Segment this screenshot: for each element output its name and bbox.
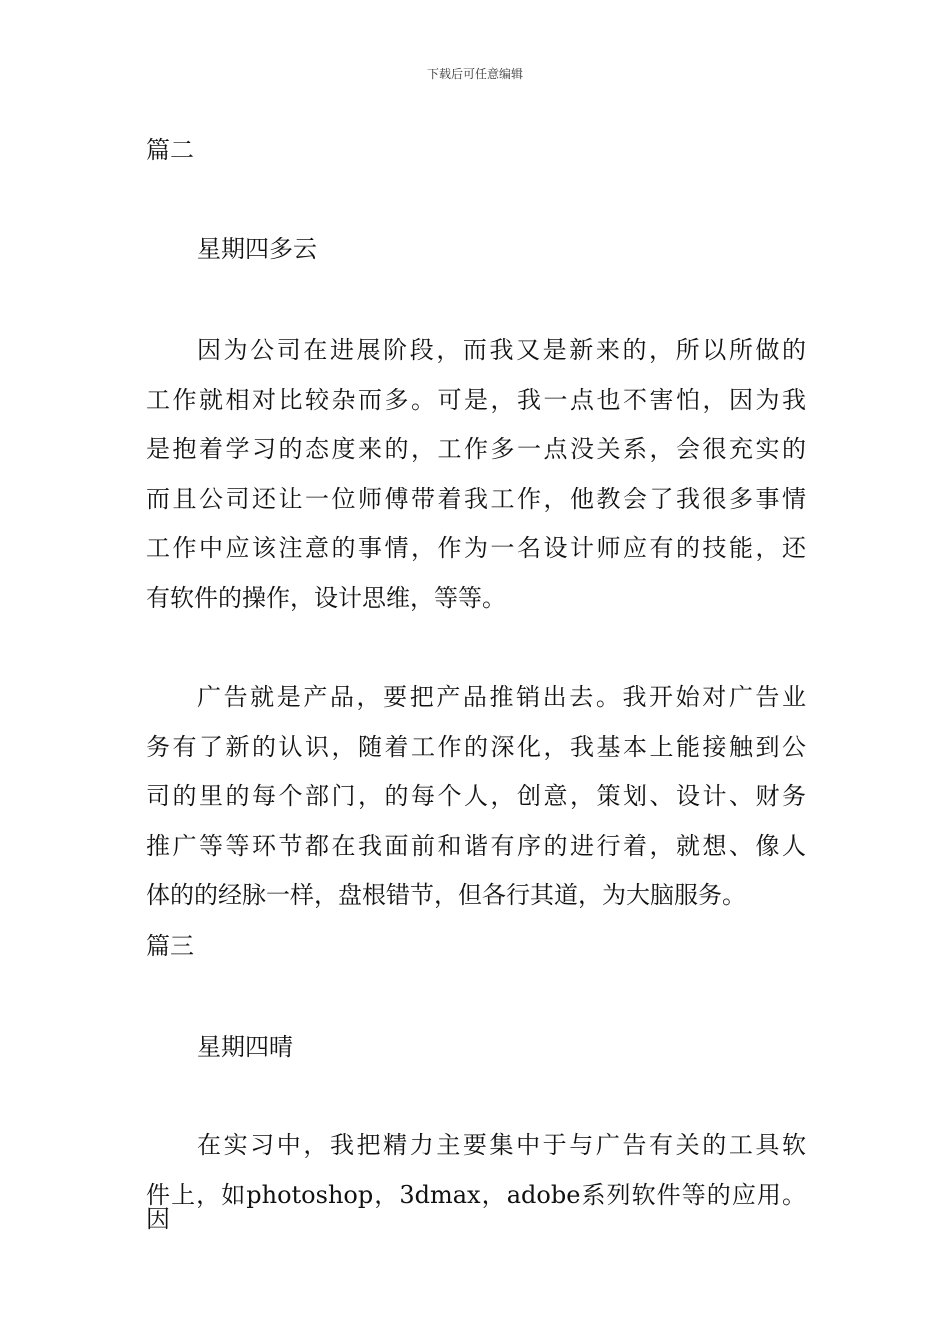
section-3-weather: 星期四晴 xyxy=(197,1033,293,1061)
paragraph-line: 有软件的操作，设计思维，等等。 xyxy=(146,583,506,612)
page-header-note: 下载后可任意编辑 xyxy=(426,67,523,81)
weather-line-3 xyxy=(146,1035,806,1059)
section-3-paragraph-1 xyxy=(146,1131,806,1233)
paragraph-line: 务有了新的认识，随着工作的深化，我基本上能接触到公 xyxy=(146,732,806,761)
paragraph-line: 在实习中，我把精力主要集中于与广告有关的工具软 xyxy=(197,1131,806,1159)
paragraph-line: 工作就相对比较杂而多。可是，我一点也不害怕，因为我 xyxy=(146,385,806,414)
section-2-title: 篇二 xyxy=(146,136,194,164)
paragraph-line: 推广等等环节都在我面前和谐有序的进行着，就想、像人 xyxy=(146,831,806,860)
section-2-paragraph-2 xyxy=(146,683,806,910)
section-3-title: 篇三 xyxy=(146,932,194,960)
section-2-weather: 星期四多云 xyxy=(197,235,317,263)
section-heading-2 xyxy=(146,138,806,162)
paragraph-line: 广告就是产品，要把产品推销出去。我开始对广告业 xyxy=(197,683,806,711)
paragraph-line: 因为公司在进展阶段，而我又是新来的，所以所做的 xyxy=(197,336,806,364)
paragraph-line: 工作中应该注意的事情，作为一名设计师应有的技能，还 xyxy=(146,534,806,563)
paragraph-line: 是抱着学习的态度来的，工作多一点没关系，会很充实的 xyxy=(146,435,806,464)
paragraph-line: 件上，如photoshop，3dmax，adobe系列软件等的应用。因 xyxy=(146,1180,806,1233)
weather-line-2 xyxy=(146,237,806,261)
section-2-paragraph-1 xyxy=(146,338,806,610)
paragraph-line: 而且公司还让一位师傅带着我工作，他教会了我很多事情 xyxy=(146,484,806,513)
paragraph-line: 体的的经脉一样，盘根错节，但各行其道，为大脑服务。 xyxy=(146,881,746,910)
paragraph-line: 司的里的每个部门，的每个人，创意，策划、设计、财务 xyxy=(146,782,806,811)
section-heading-3 xyxy=(146,934,806,958)
